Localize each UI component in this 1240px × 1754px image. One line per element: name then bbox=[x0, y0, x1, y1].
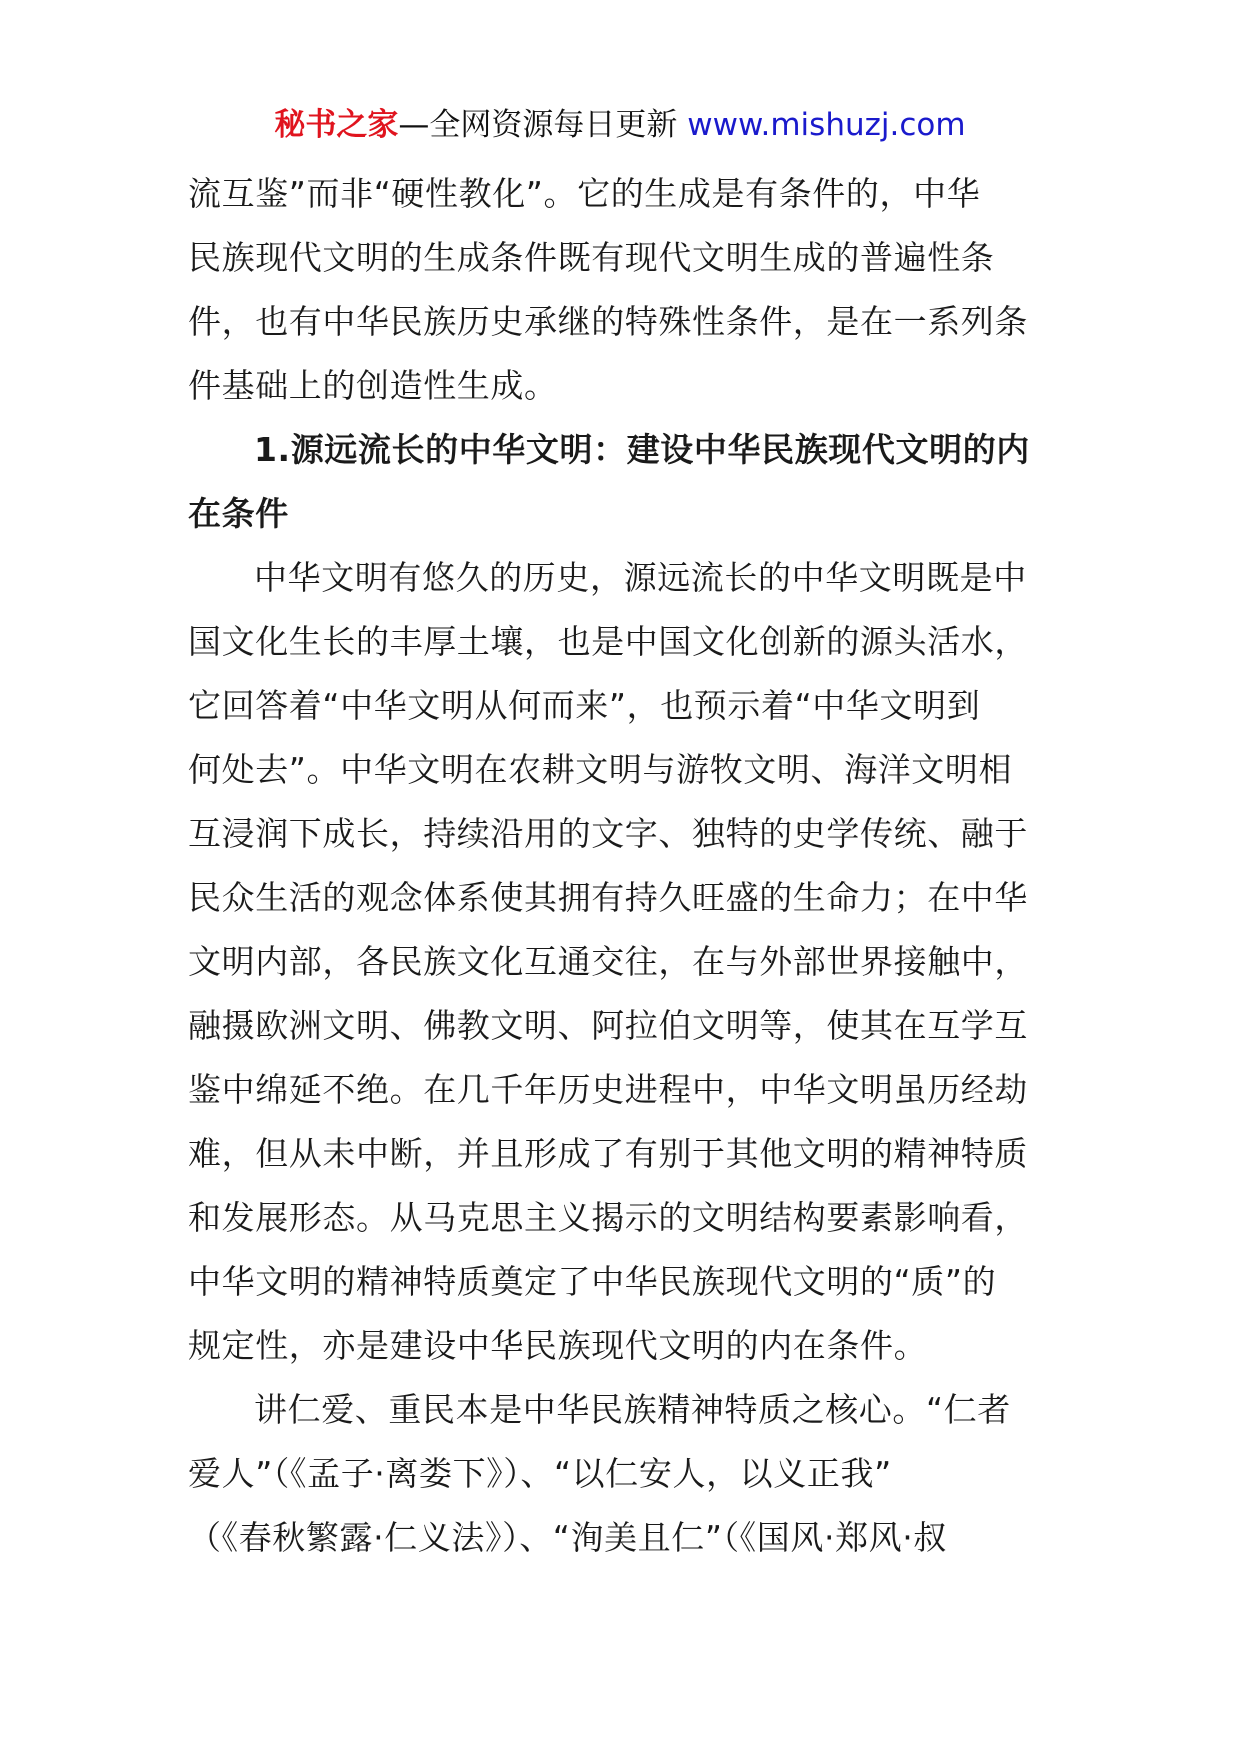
heading-line: 在条件 bbox=[188, 494, 289, 533]
text-line: （《春秋繁露·仁义法》）、“洵美且仁”（《国风·郑风·叔 bbox=[188, 1518, 947, 1557]
text-line: 鉴中绵延不绝。在几千年历史进程中，中华文明虽历经劫 bbox=[188, 1070, 1028, 1109]
text-line: 流互鉴”而非“硬性教化”。它的生成是有条件的，中华 bbox=[188, 174, 981, 213]
paragraph bbox=[188, 162, 1058, 418]
text-line: 它回答着“中华文明从何而来”，也预示着“中华文明到 bbox=[188, 686, 981, 725]
text-line: 件基础上的创造性生成。 bbox=[188, 366, 558, 405]
text-line: 文明内部，各民族文化互通交往，在与外部世界接触中， bbox=[188, 942, 1028, 981]
text-line: 民族现代文明的生成条件既有现代文明生成的普遍性条 bbox=[188, 238, 995, 277]
text-line: 件，也有中华民族历史承继的特殊性条件，是在一系列条 bbox=[188, 302, 1028, 341]
text-line: 何处去”。中华文明在农耕文明与游牧文明、海洋文明相 bbox=[188, 750, 1013, 789]
text-line: 中华文明的精神特质奠定了中华民族现代文明的“质”的 bbox=[188, 1262, 997, 1301]
document-body bbox=[188, 162, 1058, 1570]
text-line: 讲仁爱、重民本是中华民族精神特质之核心。“仁者 bbox=[254, 1390, 1011, 1429]
page-header bbox=[0, 103, 1240, 147]
paragraph bbox=[188, 546, 1058, 1378]
text-line: 难，但从未中断，并且形成了有别于其他文明的精神特质 bbox=[188, 1134, 1028, 1173]
header-brand: 秘书之家 bbox=[274, 107, 399, 143]
text-line: 融摄欧洲文明、佛教文明、阿拉伯文明等，使其在互学互 bbox=[188, 1006, 1028, 1045]
text-line: 和发展形态。从马克思主义揭示的文明结构要素影响看， bbox=[188, 1198, 1028, 1237]
text-line: 互浸润下成长，持续沿用的文字、独特的史学传统、融于 bbox=[188, 814, 1028, 853]
text-line: 中华文明有悠久的历史，源远流长的中华文明既是中 bbox=[254, 558, 1027, 597]
text-line: 爱人”（《孟子·离娄下》）、“以仁安人，以义正我” bbox=[188, 1454, 892, 1493]
text-line: 国文化生长的丰厚土壤，也是中国文化创新的源头活水， bbox=[188, 622, 1028, 661]
text-line: 民众生活的观念体系使其拥有持久旺盛的生命力；在中华 bbox=[188, 878, 1028, 917]
heading-line: 1.源远流长的中华文明：建设中华民族现代文明的内 bbox=[254, 430, 1030, 469]
header-url-link[interactable]: www.mishuzj.com bbox=[687, 107, 966, 143]
section-heading bbox=[188, 418, 1058, 546]
text-line: 规定性，亦是建设中华民族现代文明的内在条件。 bbox=[188, 1326, 928, 1365]
paragraph bbox=[188, 1378, 1058, 1570]
header-tagline: —全网资源每日更新 bbox=[398, 107, 688, 143]
